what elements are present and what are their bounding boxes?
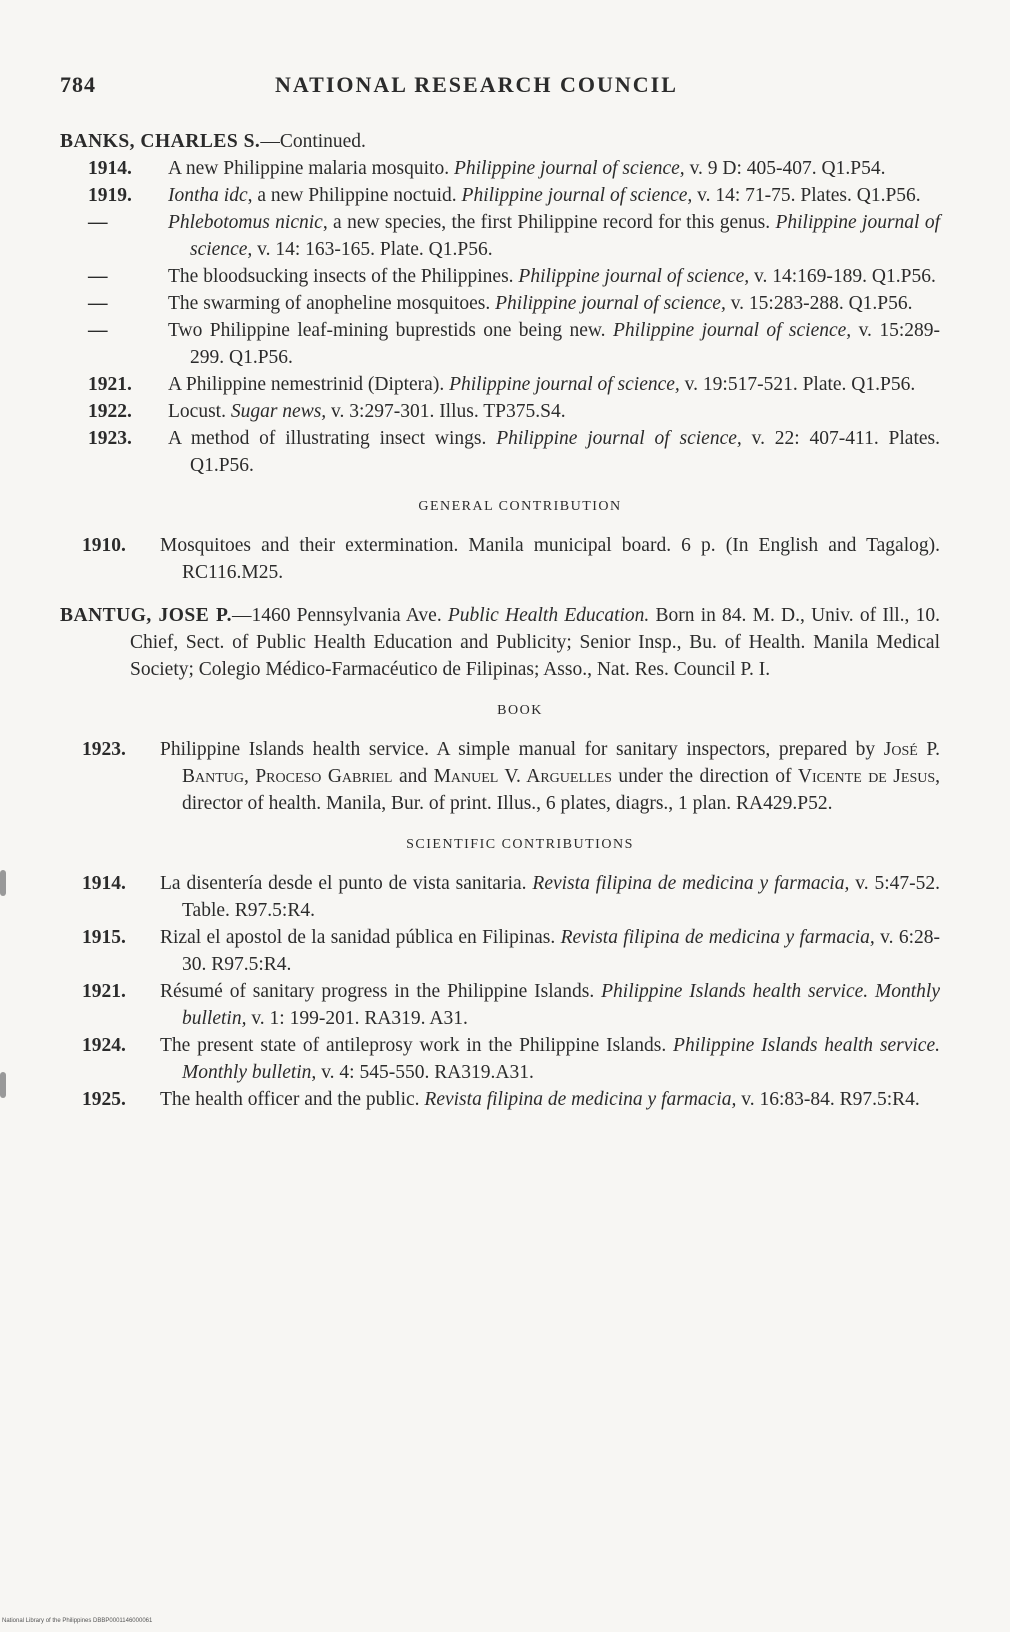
entry-year: —	[88, 212, 108, 233]
entry-journal: Philippine journal of science,	[496, 428, 742, 449]
entry-citation: v. 14:169-189. Q1.P56.	[749, 266, 936, 287]
continued-label: —Continued.	[260, 131, 366, 152]
entry-citation: v. 3:297-301. Illus. TP375.S4.	[326, 401, 566, 422]
entry-citation: v. 5:47-52. Table. R97.5:R4.	[182, 873, 941, 921]
bibliography-entry	[60, 209, 940, 263]
entry-citation: v. 15:289-299. Q1.P56.	[190, 320, 940, 368]
section-heading-book: BOOK	[497, 703, 543, 718]
entry-year: 1922.	[88, 401, 132, 422]
entry-title: , a new Philippine noctuid.	[247, 185, 462, 206]
entry-citation: v. 9 D: 405-407. Q1.P54.	[684, 158, 886, 179]
bibliography-entry	[60, 371, 940, 398]
entry-text: Mosquitoes and their extermination. Manila municipal board. 6 p. (In English and Tagalog). RC116.M25.	[160, 535, 940, 583]
section-heading-general: GENERAL CONTRIBUTION	[418, 499, 622, 514]
entry-citation: v. 16:83-84. R97.5:R4.	[736, 1089, 920, 1110]
page-header	[60, 72, 940, 102]
bibliography-entry	[60, 317, 940, 371]
bibliography-entry	[60, 736, 940, 817]
entry-text	[160, 1086, 940, 1113]
entry-year: 1921.	[82, 981, 126, 1002]
bibliography-entry	[60, 263, 940, 290]
page-content	[60, 128, 940, 1113]
entry-journal: Philippine journal of science,	[449, 374, 680, 395]
author-biography: Born in 84. M. D., Univ. of Ill., 10. Chief, Sect. of Public Health Education and Publicity; Senior Insp., Bu. of Health. Manila Medical Society; Colegio Médico-Farmacéutico de Filipinas; Asso., Nat. Res. Council P. I.	[130, 605, 940, 680]
entry-text	[160, 870, 940, 924]
entry-text	[168, 209, 940, 263]
bibliography-entry	[60, 155, 940, 182]
entry-text	[168, 398, 940, 425]
scan-footer: National Library of the Philippines DBBP0001146000061	[2, 1618, 153, 1624]
entry-journal: Philippine journal of science,	[518, 266, 750, 287]
entry-text	[168, 155, 940, 182]
entry-text	[168, 290, 940, 317]
entry-year: 1924.	[82, 1035, 126, 1056]
bibliography-entry	[60, 870, 940, 924]
entry-title: The swarming of anopheline mosquitoes.	[168, 293, 496, 314]
entry-title: The bloodsucking insects of the Philippines.	[168, 266, 519, 287]
entry-title: The present state of antileprosy work in the Philippine Islands.	[160, 1035, 674, 1056]
entry-text: Philippine Islands health service. A simple manual for sanitary inspectors, prepared by José P. Bantug, Proceso Gabriel and Manuel V. Arguelles under the direction of Vicente de Jesus, director of health. Manila, Bur. of print. Illus., 6 plates, diagrs., 1 plan. RA429.P52.	[160, 739, 941, 814]
entry-citation: v. 4: 545-550. RA319.A31.	[316, 1062, 534, 1083]
entry-text	[160, 978, 940, 1032]
running-title: NATIONAL RESEARCH COUNCIL	[275, 72, 678, 97]
entry-text	[160, 924, 940, 978]
entry-journal: Philippine Islands health service. Monthly bulletin,	[182, 981, 940, 1029]
entry-journal: Philippine journal of science,	[453, 158, 685, 179]
entry-title: A method of illustrating insect wings.	[168, 428, 497, 449]
bantug-entry-list	[60, 870, 940, 1113]
banks-entry-list	[60, 155, 940, 479]
section-heading-scientific: SCIENTIFIC CONTRIBUTIONS	[406, 837, 634, 852]
author-heading-banks	[60, 128, 940, 155]
entry-journal: Philippine Islands health service. Monthly bulletin,	[182, 1035, 940, 1083]
entry-text	[168, 263, 940, 290]
bibliography-entry	[60, 978, 940, 1032]
author-name: BANTUG, JOSE P.	[60, 605, 232, 626]
bibliography-entry	[60, 290, 940, 317]
entry-title: , a new species, the first Philippine record for this genus.	[322, 212, 776, 233]
bibliography-entry	[60, 425, 940, 479]
entry-taxon: Phlebotomus nicnic	[168, 212, 323, 233]
bibliography-entry	[60, 924, 940, 978]
entry-citation: v. 6:28-30. R97.5:R4.	[182, 927, 940, 975]
scan-edge-mark	[0, 1072, 6, 1098]
entry-citation: v. 1: 199-201. RA319. A31.	[246, 1008, 468, 1029]
entry-taxon: Iontha idc	[168, 185, 248, 206]
entry-title: Two Philippine leaf-mining buprestids one being new.	[168, 320, 613, 341]
entry-title: A new Philippine malaria mosquito.	[168, 158, 454, 179]
entry-citation: v. 22: 407-411. Plates. Q1.P56.	[190, 428, 940, 476]
author-field: Public Health Education.	[447, 605, 650, 626]
entry-text	[168, 371, 940, 398]
entry-journal: Sugar news,	[230, 401, 327, 422]
scan-edge-mark	[0, 870, 6, 896]
entry-journal: Philippine journal of science,	[461, 185, 693, 206]
entry-citation: v. 19:517-521. Plate. Q1.P56.	[679, 374, 916, 395]
entry-text	[168, 425, 940, 479]
entry-year: 1925.	[82, 1089, 126, 1110]
entry-citation: v. 14: 163-165. Plate. Q1.P56.	[252, 239, 493, 260]
entry-citation: v. 15:283-288. Q1.P56.	[725, 293, 913, 314]
entry-journal: Philippine journal of science,	[190, 212, 940, 260]
entry-year: 1921.	[88, 374, 132, 395]
author-bio-bantug	[60, 602, 940, 683]
entry-year: 1923.	[88, 428, 132, 449]
entry-year: 1914.	[88, 158, 132, 179]
entry-year: —	[88, 320, 108, 341]
bibliography-entry	[60, 1086, 940, 1113]
entry-year: 1919.	[88, 185, 132, 206]
entry-title: The health officer and the public.	[160, 1089, 425, 1110]
entry-journal: Philippine journal of science,	[612, 320, 852, 341]
author-address: —1460 Pennsylvania Ave.	[231, 605, 448, 626]
entry-journal: Revista filipina de medicina y farmacia,	[560, 927, 875, 948]
page-number: 784	[60, 72, 96, 97]
entry-citation: v. 14: 71-75. Plates. Q1.P56.	[692, 185, 921, 206]
entry-year: 1914.	[82, 873, 126, 894]
entry-journal: Revista filipina de medicina y farmacia,	[532, 873, 850, 894]
entry-text	[160, 1032, 940, 1086]
bibliography-entry	[60, 398, 940, 425]
bibliography-entry	[60, 1032, 940, 1086]
entry-title: La disentería desde el punto de vista sanitaria.	[160, 873, 533, 894]
entry-title: Rizal el apostol de la sanidad pública en Filipinas.	[160, 927, 561, 948]
entry-year: 1910.	[82, 535, 126, 556]
bibliography-entry	[60, 532, 940, 586]
entry-title: Résumé of sanitary progress in the Philippine Islands.	[160, 981, 602, 1002]
entry-year: —	[88, 293, 108, 314]
author-name: BANKS, CHARLES S.	[60, 131, 261, 152]
entry-year: —	[88, 266, 108, 287]
entry-text	[168, 182, 940, 209]
entry-title: A Philippine nemestrinid (Diptera).	[168, 374, 450, 395]
entry-year: 1923.	[82, 739, 126, 760]
bibliography-entry	[60, 182, 940, 209]
entry-text	[168, 317, 940, 371]
entry-journal: Philippine journal of science,	[495, 293, 726, 314]
entry-journal: Revista filipina de medicina y farmacia,	[424, 1089, 737, 1110]
entry-year: 1915.	[82, 927, 126, 948]
entry-title: Locust.	[168, 401, 231, 422]
